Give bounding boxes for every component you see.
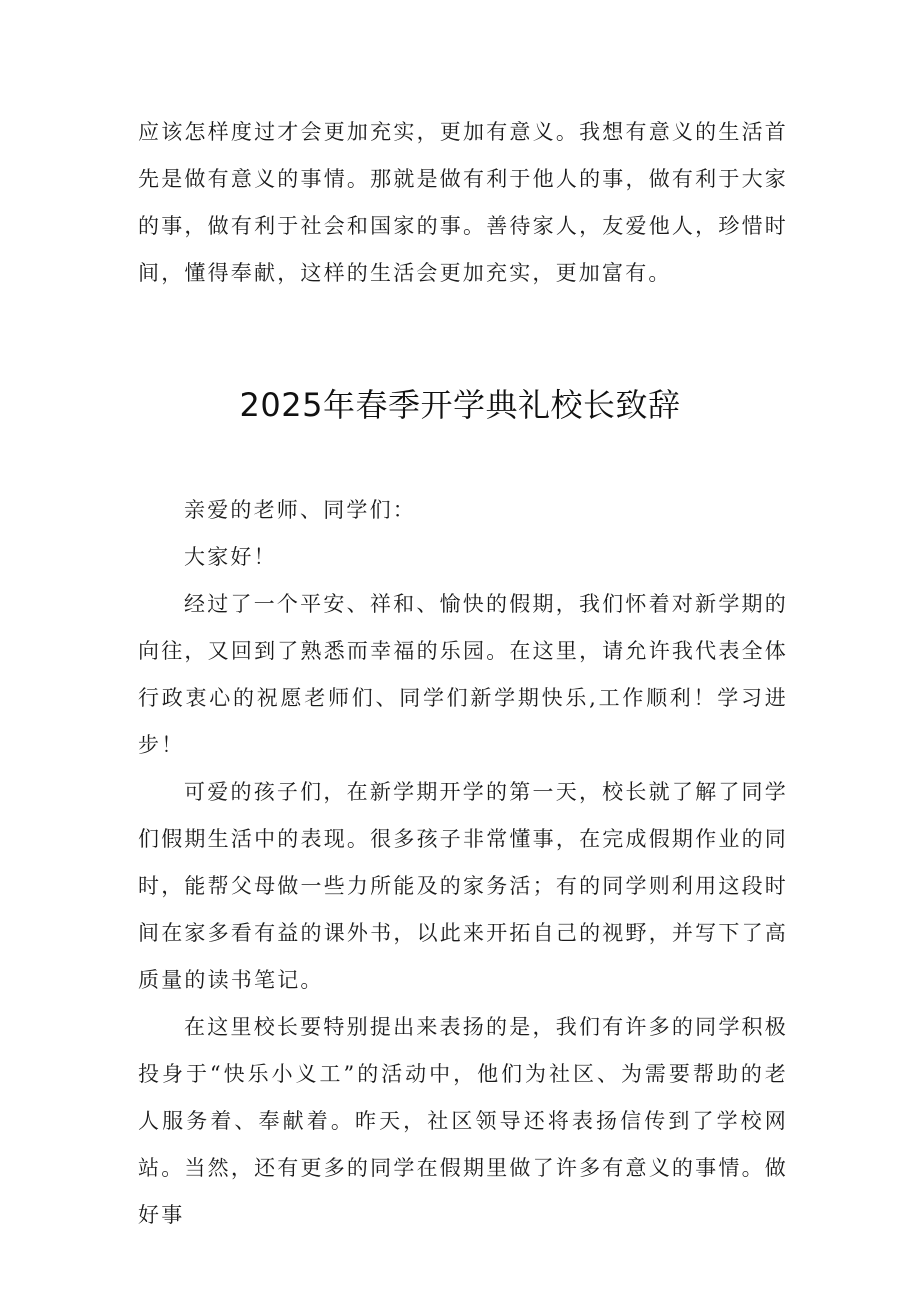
speech-greeting: 大家好！ [184, 545, 277, 569]
speech-body [138, 487, 788, 1239]
intro-paragraph: 应该怎样度过才会更加充实，更加有意义。我想有意义的生活首先是做有意义的事情。那就是做有利于他人的事，做有利于大家的事，做有利于社会和国家的事。善待家人，友爱他人，珍惜时间，懂得奉献，这样的生活会更加充实，更加富有。 [138, 120, 788, 285]
intro-paragraph-block [138, 109, 788, 297]
speech-paragraph-2: 可爱的孩子们，在新学期开学的第一天，校长就了解了同学们假期生活中的表现。很多孩子非常懂事，在完成假期作业的同时，能帮父母做一些力所能及的家务活；有的同学则利用这段时间在家多看有益的课外书，以此来开拓自己的视野，并写下了高质量的读书笔记。 [138, 780, 788, 992]
speech-paragraph-1: 经过了一个平安、祥和、愉快的假期，我们怀着对新学期的向往，又回到了熟悉而幸福的乐园。在这里，请允许我代表全体行政衷心的祝愿老师们、同学们新学期快乐,工作顺利！学习进步！ [138, 592, 788, 757]
speech-paragraph-3: 在这里校长要特别提出来表扬的是，我们有许多的同学积极投身于“快乐小义工”的活动中，他们为社区、为需要帮助的老人服务着、奉献着。昨天，社区领导还将表扬信传到了学校网站。当然，还有更多的同学在假期里做了许多有意义的事情。做好事 [138, 1015, 788, 1227]
document-title: 2025年春季开学典礼校长致辞 [239, 386, 681, 424]
speech-salutation: 亲爱的老师、同学们： [184, 498, 416, 522]
